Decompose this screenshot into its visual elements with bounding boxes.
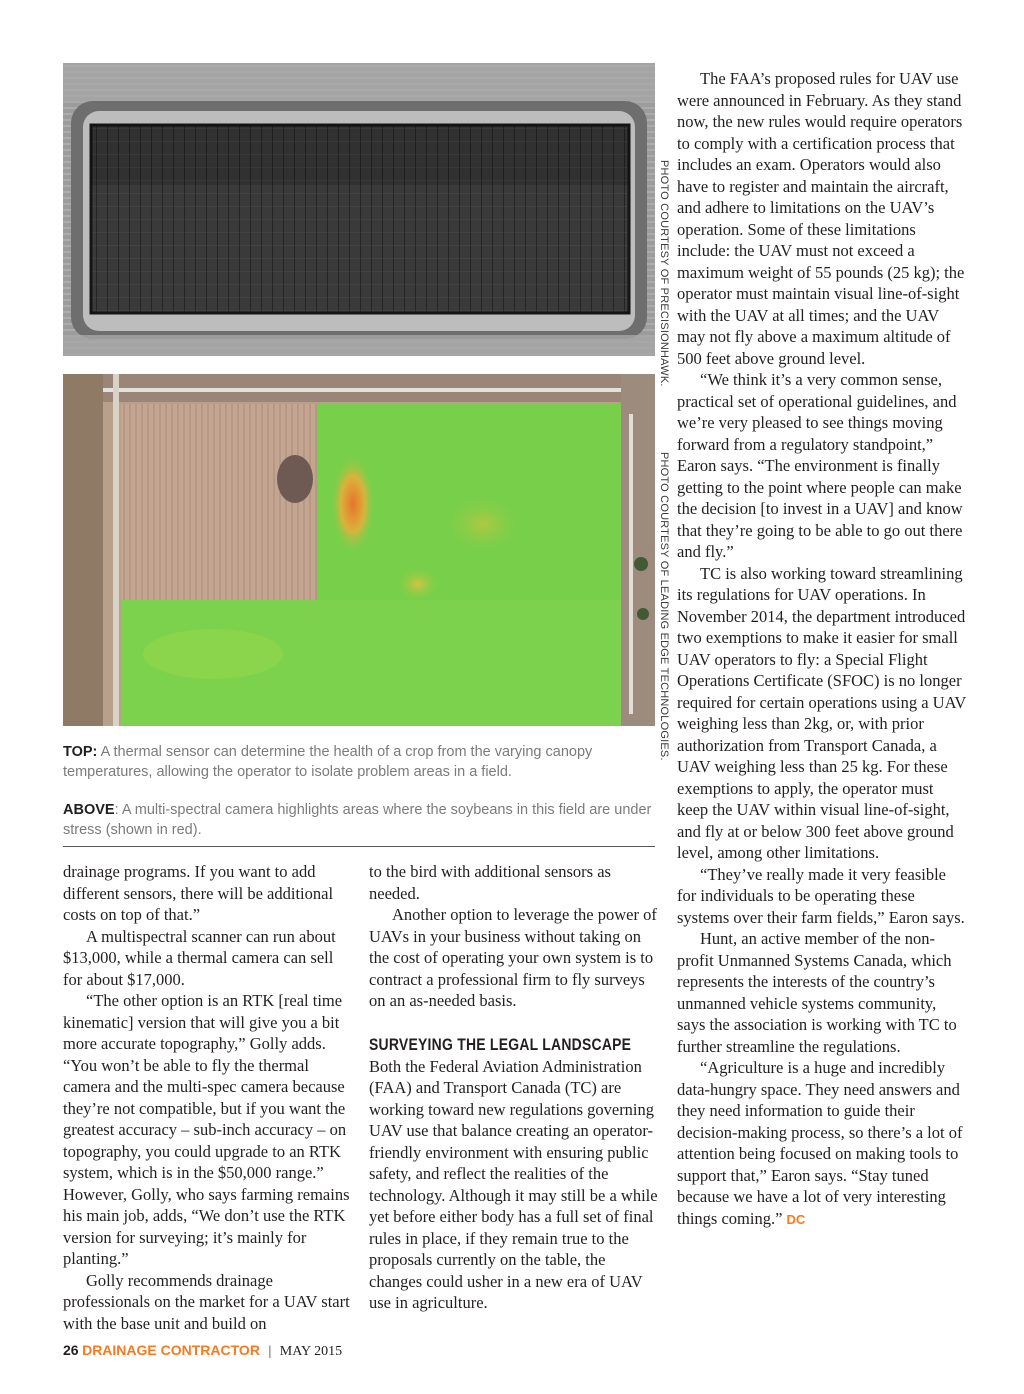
final-paragraph-text: “Agriculture is a huge and incredibly data-hungry space. They need answers and they need information to guide their decision-making process, so there’s a lot of attention being focused on making tools to support that,” Earon says. “Stay tuned because we have a lot of very interesting things coming.”: [677, 1058, 963, 1228]
paragraph: Hunt, an active member of the non-profit Unmanned Systems Canada, which represents the interests of the country’s unmanned vehicle systems community, says the association is working with TC to further streamline the regulations.: [677, 929, 957, 1056]
caption-above-text: : A multi-spectral camera highlights areas where the soybeans in this field are under stress (shown in red).: [63, 802, 652, 838]
article-column-right: [677, 68, 967, 1230]
multispectral-field-image: [63, 374, 655, 726]
article-column-middle: [369, 861, 662, 1314]
photo-credit-precisionhawk: PHOTO COURTESY OF PRECISIONHAWK.: [658, 160, 670, 387]
paragraph: Both the Federal Aviation Administration (FAA) and Transport Canada (TC) are working toward new regulations governing UAV use that balance creating an operator-friendly environment with ensuring public safety, and reflect the realities of the technology. Although it may still be a while yet before either body has a full set of final rules in place, if they remain true to the proposals currently on the table, the changes could usher in a new era of UAV use in agriculture.: [369, 1056, 658, 1312]
paragraph: Another option to leverage the power of UAVs in your business without taking on the cost of operating your own system is to contract a professional firm to fly surveys on an as-needed basis.: [369, 905, 657, 1010]
paragraph: A multispectral scanner can run about $13,000, while a thermal camera can sell for about $17,000.: [63, 926, 336, 989]
paragraph: “They’ve really made it very feasible for individuals to be operating these systems over their farm fields,” Earon says.: [677, 864, 965, 927]
photo-credit-leading-edge: PHOTO COURTESY OF LEADING EDGE TECHNOLOGIES.: [658, 452, 670, 761]
paragraph: drainage programs. If you want to add different sensors, there will be additional costs on top of that.”: [63, 862, 334, 924]
paragraph-final: [677, 1057, 967, 1230]
paragraph: “We think it’s a very common sense, practical set of operational guidelines, and we’re very pleased to see things moving forward from a regulatory standpoint,” Earon says. “The environment is finally getting to the point where people can make the decision [to invest in a UAV] and know that they’re going to be able to go out there and fly.”: [677, 370, 963, 561]
paragraph: “The other option is an RTK [real time kinematic] version that will give you a bit more accurate topography,” Golly adds. “You won’t be able to fly the thermal camera and the multi-spec camera because they’re not compatible, but if you want the greatest accuracy – sub-inch accuracy – on topography, you could upgrade to an RTK system, which is in the $50,000 range.” However, Golly, who says farming remains his main job, adds, “We don’t use the RTK version for surveying; it’s mainly for planting.”: [63, 991, 350, 1268]
page-footer: [63, 1341, 342, 1361]
caption-above-label: ABOVE: [63, 802, 115, 818]
caption-top-text: A thermal sensor can determine the health of a crop from the varying canopy temperatures, allowing the operator to isolate problem areas in a field.: [63, 744, 593, 780]
footer-separator: |: [268, 1344, 272, 1359]
caption-above: [63, 800, 663, 840]
paragraph: Golly recommends drainage professionals on the market for a UAV start with the base unit and build on: [63, 1270, 350, 1333]
page-number: 26: [63, 1342, 79, 1358]
thermal-field-image: [63, 63, 655, 356]
magazine-name: DRAINAGE CONTRACTOR: [82, 1342, 260, 1358]
paragraph: to the bird with additional sensors as needed.: [369, 862, 611, 903]
paragraph: The FAA’s proposed rules for UAV use were announced in February. As they stand now, the new rules would require operators to comply with a certification process that includes an exam. Operators would also have to register and maintain the aircraft, and adhere to limitations on the UAV’s operation. Some of these limitations include: the UAV must not exceed a maximum weight of 55 pounds (25 kg); the operator must maintain visual line-of-sight with the UAV at all times; and the UAV may not fly above a maximum altitude of 500 feet above ground level.: [677, 69, 965, 368]
issue-date: MAY 2015: [279, 1344, 343, 1359]
caption-divider: [63, 846, 655, 847]
caption-top-label: TOP:: [63, 744, 98, 760]
multispectral-field-photo: [63, 374, 655, 726]
thermal-field-photo: [63, 63, 655, 356]
article-column-left: [63, 861, 356, 1334]
section-subhead: SURVEYING THE LEGAL LANDSCAPE: [369, 1034, 632, 1054]
end-mark: DC: [786, 1211, 806, 1227]
caption-top: [63, 742, 663, 782]
paragraph: TC is also working toward streamlining its regulations for UAV operations. In November 2014, the department introduced two exemptions to make it easier for small UAV operators to fly: a Special Flight Operations Certificate (SFOC) is no longer required for certain operations using a UAV weighing less than 2kg, or, with prior authorization from Transport Canada, a UAV weighing less than 25 kg. For these exemptions to apply, the operator must keep the UAV within visual line-of-sight, and fly at or below 300 feet above ground level, among other limitations.: [677, 563, 966, 862]
